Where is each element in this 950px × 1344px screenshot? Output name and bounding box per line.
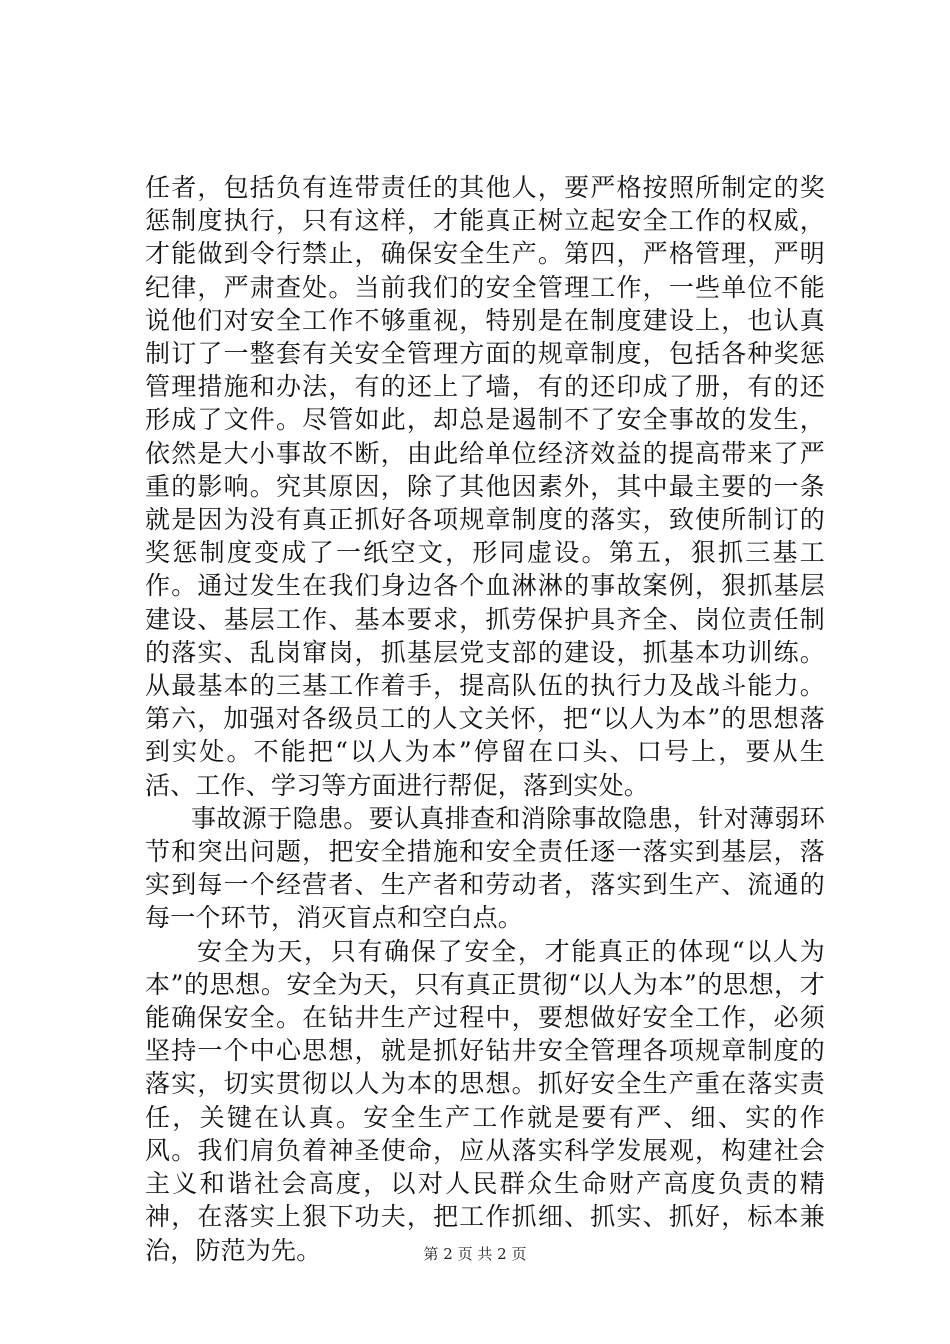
paragraph-3: 安全为天，只有确保了安全，才能真正的体现“以人为本”的思想。安全为天，只有真正贯彻“以人为本”的思想，才能确保安全。在钻井生产过程中，要想做好安全工作，必须坚持一个中心思想，就是抓好钻井安全管理各项规章制度的落实，切实贯彻以人为本的思想。抓好安全生产重在落实责任，关键在认真。安全生产工作就是要有严、细、实的作风。我们肩负着神圣使命，应从落实科学发展观，构建社会主义和谐社会高度，以对人民群众生命财产高度负责的精神，在落实上狠下功夫，把工作抓细、抓实、抓好，标本兼治，防范为先。 <box>145 936 825 1265</box>
paragraph-1: 任者，包括负有连带责任的其他人，要严格按照所制定的奖惩制度执行，只有这样，才能真正树立起安全工作的权威，才能做到令行禁止，确保安全生产。第四，严格管理，严明纪律，严肃查处。当前我们的安全管理工作，一些单位不能说他们对安全工作不够重视，特别是在制度建设上，也认真制订了一整套有关安全管理方面的规章制度，包括各种奖惩管理措施和办法，有的还上了墙，有的还印成了册，有的还形成了文件。尽管如此，却总是遏制不了安全事故的发生，依然是大小事故不断，由此给单位经济效益的提高带来了严重的影响。究其原因，除了其他因素外，其中最主要的一条就是因为没有真正抓好各项规章制度的落实，致使所制订的奖惩制度变成了一纸空文，形同虚设。第五，狠抓三基工作。通过发生在我们身边各个血淋淋的事故案例，狠抓基层建设、基层工作、基本要求，抓劳保护具齐全、岗位责任制的落实、乱岗窜岗，抓基层党支部的建设，抓基本功训练。从最基本的三基工作着手，提高队伍的执行力及战斗能力。第六，加强对各级员工的人文关怀，把“以人为本”的思想落到实处。不能把“以人为本”停留在口头、口号上，要从生活、工作、学习等方面进行帮促，落到实处。 <box>145 173 825 800</box>
page-number-footer: 第 2 页 共 2 页 <box>423 1245 527 1263</box>
paragraph-2: 事故源于隐患。要认真排查和消除事故隐患，针对薄弱环节和突出问题，把安全措施和安全责任逐一落实到基层，落实到每一个经营者、生产者和劳动者，落实到生产、流通的每一个环节，消灭盲点和空白点。 <box>145 803 825 933</box>
document-body <box>145 171 825 1267</box>
